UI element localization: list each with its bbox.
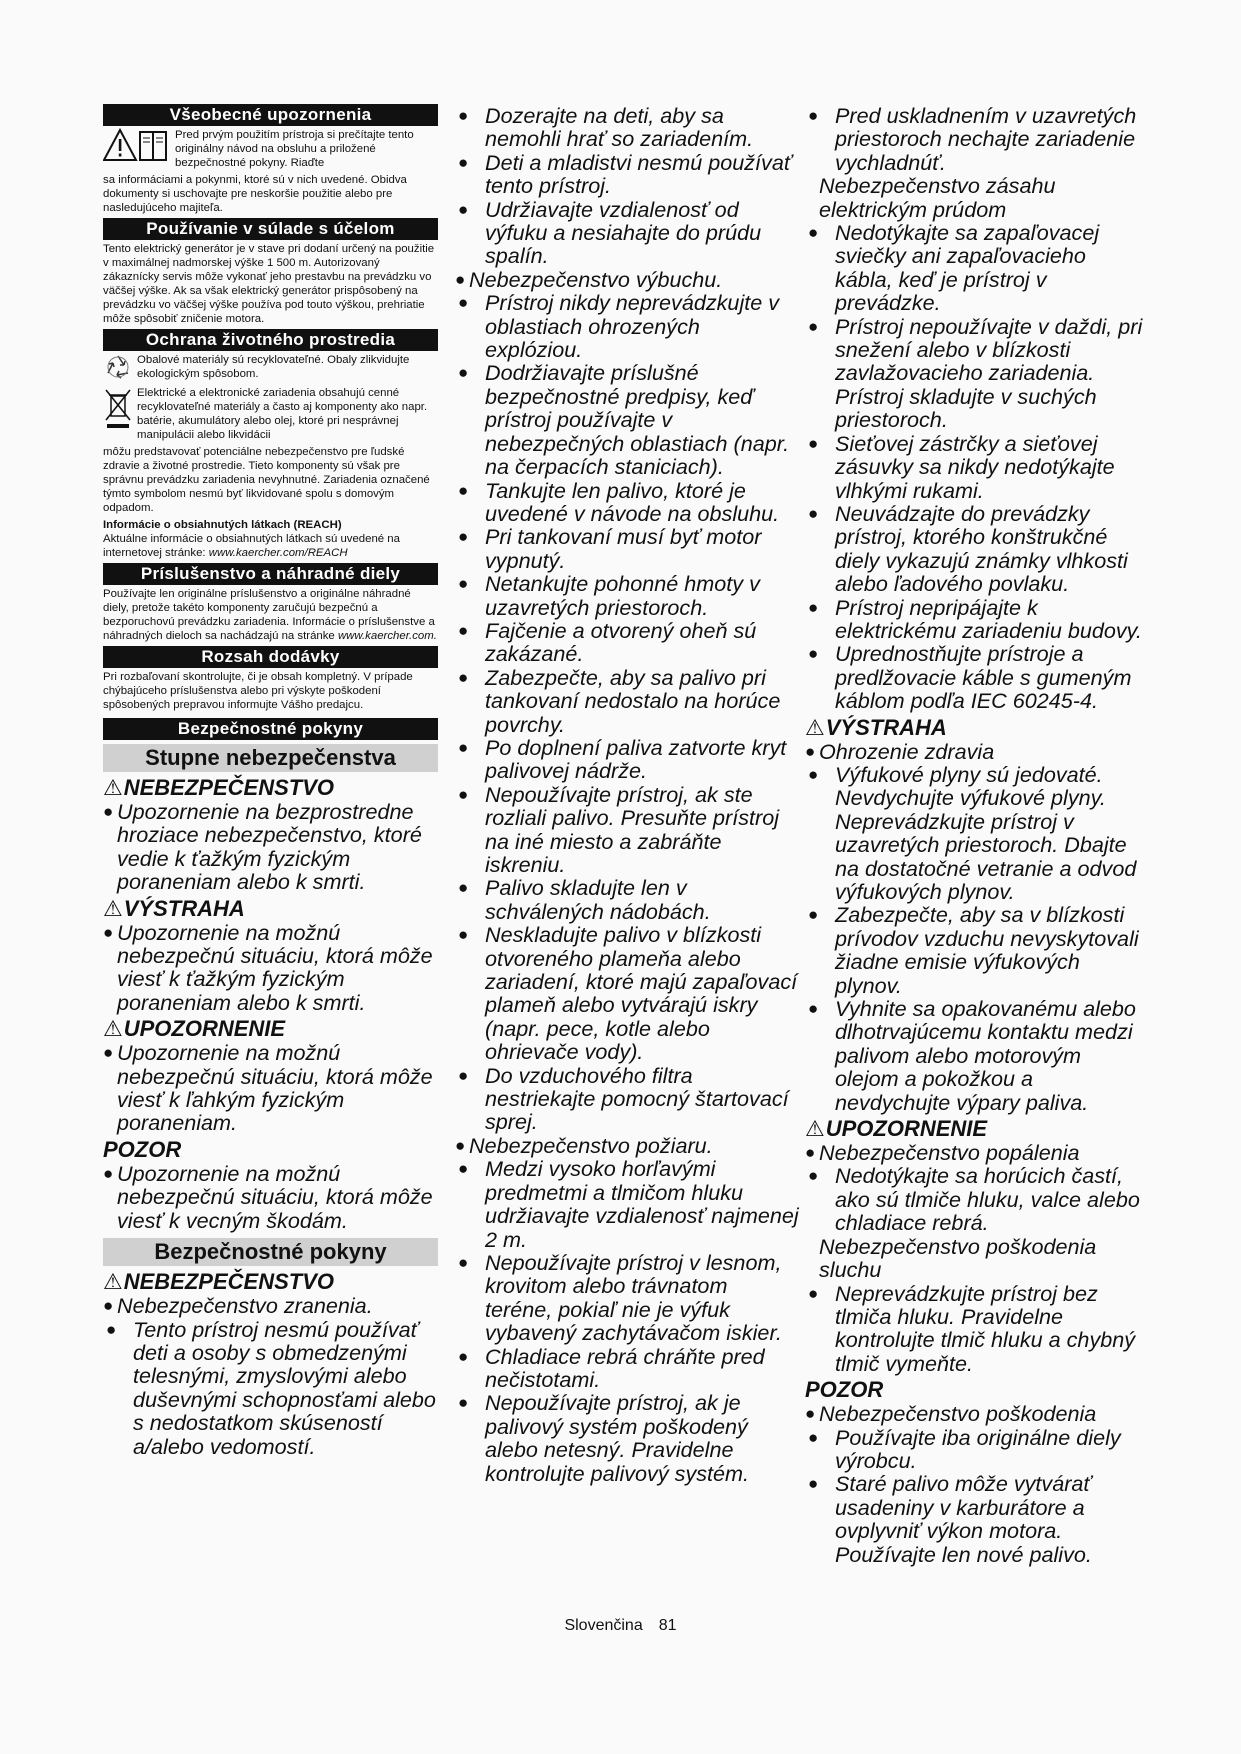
health-hazard <box>805 740 1145 763</box>
bullet-icon: ● <box>808 999 819 1019</box>
column-middle <box>455 104 800 1485</box>
danger-label: NEBEZPEČENSTVO <box>123 775 334 800</box>
list-item-text: Uprednostňujte prístroje a predlžovacie káble s gumeným káblom podľa IEC 60245-4. <box>835 641 1132 714</box>
list-item-text: Nepoužívajte prístroj, ak je palivový systém poškodený alebo netesný. Pravidelne kontrolujte palivový systém. <box>485 1390 750 1486</box>
list-item-text: Prístroj nepoužívajte v daždi, pri snežení alebo v blízkosti zavlažovacieho zariadenia. Prístroj skladujte v suchých priestoroch. <box>835 313 1143 433</box>
bullet-icon: ● <box>458 925 469 945</box>
list-item-text: Fajčenie a otvorený oheň sú zakázané. <box>485 617 757 667</box>
accessories-text: Používajte len originálne príslušenstvo a originálne náhradné diely, pretože takéto komponenty zaručujú bezpečnú a bezporuchovú prevádzku zariadenia. Informácie o príslušenstve a náhradných dieloch sa nachádzajú na stránke <box>103 588 435 642</box>
bullet-icon: ● <box>808 764 819 784</box>
list-item <box>805 1164 1145 1234</box>
injury-text: Nebezpečenstvo zranenia. <box>117 1293 373 1319</box>
bullet-icon: ● <box>458 1159 469 1179</box>
injury-hazard <box>103 1294 438 1317</box>
list-item-text: Neprevádzkujte prístroj bez tlmiča hluku. Pravidelne kontrolujte tlmič hluku a chybný tlmič vymeňte. <box>835 1280 1136 1376</box>
list-item <box>455 1345 800 1392</box>
intended-use-text: Tento elektrický generátor je v stave pri dodaní určený na použitie v maximálnej nadmorskej výške 1 500 m. Autorizovaný zákaznícky servis môže vykonať jeho prestavbu na prevádzku vo väčšej výške. Ak sa však elektrický generátor prispôsobený na prevádzku vo väčšej výške používa pod touto výškou, prehriatie môže spôsobiť zničenie motora. <box>103 243 435 325</box>
bullet-icon: ● <box>458 574 469 594</box>
list-item-text: Prístroj nepripájajte k elektrickému zariadeniu budovy. <box>835 594 1142 643</box>
list-item <box>455 666 800 736</box>
burn-hazard <box>805 1141 1145 1164</box>
list-item <box>455 1157 800 1251</box>
hazard-text: Nebezpečenstvo poškodenia <box>819 1401 1097 1427</box>
list-item-text: Medzi vysoko horľavými predmetmi a tlmičom hluku udržiavajte vzdialenosť najmenej 2 m. <box>485 1156 799 1252</box>
danger-heading <box>103 775 438 800</box>
bullet-icon: ● <box>805 1404 816 1424</box>
list-item <box>455 783 800 877</box>
bullet-icon: ● <box>458 784 469 804</box>
bullet-icon: ● <box>458 527 469 547</box>
caution-heading <box>103 1016 438 1041</box>
list-item-text: Pred uskladnením v uzavretých priestoroch nechajte zariadenie vychladnúť. <box>835 103 1137 175</box>
list-item <box>455 198 800 268</box>
hazard-text: Nebezpečenstvo popálenia <box>819 1140 1080 1166</box>
hazard-text: Nebezpečenstvo požiaru. <box>469 1132 713 1158</box>
bullet-icon: ● <box>458 363 469 383</box>
warning-heading <box>103 896 438 921</box>
env-packaging-row <box>103 353 438 386</box>
list-item <box>805 763 1145 903</box>
scope-text: Pri rozbaľovaní skontrolujte, či je obsah kompletný. V prípade chýbajúceho príslušenstva alebo pri výskyte poškodení spôsobených prepravou informujte Vášho predajcu. <box>103 671 413 711</box>
list-item-text: Neskladujte palivo v blízkosti otvoreného plameňa alebo zariadení, ktoré majú zapaľovací plameň alebo vytvárajú iskry (napr. pece, kotle alebo ohrievače vody). <box>485 922 798 1065</box>
list-item <box>455 923 800 1063</box>
list-item <box>455 291 800 361</box>
attention-text: Upozornenie na možnú nebezpečnú situáciu, ktorá môže viesť k vecným škodám. <box>117 1160 433 1233</box>
bullet-icon: ● <box>458 480 469 500</box>
shock-hazard: Nebezpečenstvo zásahu elektrickým prúdom <box>819 173 1056 222</box>
list-item-text: Deti a mladistvi nesmú používať tento prístroj. <box>485 149 792 199</box>
list-item <box>455 1391 800 1485</box>
bullet-icon: ● <box>458 1252 469 1272</box>
bullet-icon: ● <box>808 316 819 336</box>
list-item-text: Staré palivo môže vytvárať usadeniny v karburátore a ovplyvniť výkon motora. Používajte len nové palivo. <box>835 1471 1092 1567</box>
explosion-hazard <box>455 268 800 291</box>
list-item <box>805 221 1145 315</box>
danger-text: Upozornenie na bezprostredne hroziace nebezpečenstvo, ktoré vedie k ťažkým fyzickým poraneniam alebo k smrti. <box>117 799 422 895</box>
list-item <box>805 1426 1145 1473</box>
warning-item <box>103 921 438 1015</box>
list-item <box>805 1282 1145 1376</box>
list-item <box>455 151 800 198</box>
list-item <box>455 525 800 572</box>
subheading-hazard-levels: Stupne nebezpečenstva <box>103 744 438 772</box>
danger2-heading <box>103 1269 438 1294</box>
danger-item <box>103 800 438 894</box>
bullet-icon: ● <box>103 922 114 942</box>
list-item <box>805 315 1145 432</box>
recycling-icon <box>103 353 133 386</box>
reach-text: Aktuálne informácie o obsiahnutých látkach sú uvedené na internetovej stránke: <box>103 533 400 559</box>
env-packaging-text: Obalové materiály sú recyklovateľné. Obaly zlikvidujte ekologickým spôsobom. <box>137 354 410 380</box>
bullet-icon: ● <box>808 597 819 617</box>
bullet-icon: ● <box>103 1043 114 1063</box>
list-item <box>455 736 800 783</box>
list-item <box>455 104 800 151</box>
warning-triangle-icon: ⚠ <box>103 775 123 800</box>
footer-language: Slovenčina <box>564 1617 643 1634</box>
bullet-icon: ● <box>103 1296 114 1316</box>
list-item-text: Vyhnite sa opakovanému alebo dlhotrvajúcemu kontaktu medzi palivom alebo motorovým olejom a pokožkou a nevdychujte výpary paliva. <box>835 996 1136 1115</box>
caution-item <box>103 1041 438 1135</box>
bullet-icon: ● <box>458 152 469 172</box>
bullet-icon: ● <box>458 878 469 898</box>
list-item-text: Udržiavajte vzdialenosť od výfuku a nesiahajte do prúdu spalín. <box>485 196 762 269</box>
warning-triangle-icon: ⚠ <box>103 895 123 921</box>
list-item <box>805 104 1145 174</box>
hearing-hazard: Nebezpečenstvo poškodenia sluchu <box>819 1233 1097 1283</box>
reach-link[interactable]: www.kaercher.com/REACH <box>208 547 348 559</box>
bullet-icon: ● <box>458 1346 469 1366</box>
list-item-text: Do vzduchového filtra nestriekajte pomocný štartovací sprej. <box>485 1062 789 1135</box>
accessories-link[interactable]: www.kaercher.com. <box>337 630 437 642</box>
attention-item <box>103 1162 438 1232</box>
list-item-text: Neuvádzajte do prevádzky prístroj, ktorého konštrukčné diely vykazujú známky vlhkosti alebo ľadového povlaku. <box>835 500 1128 597</box>
list-item <box>455 479 800 526</box>
general-lead: Pred prvým použitím prístroja si prečítajte tento originálny návod na obsluhu a priložené bezpečnostné pokyny. Riaďte <box>175 129 414 169</box>
list-item-text: Netankujte pohonné hmoty v uzavretých priestoroch. <box>485 571 760 620</box>
bullet-icon: ● <box>808 223 819 243</box>
attention-heading: POZOR <box>103 1136 182 1162</box>
caution-text: Upozornenie na možnú nebezpečnú situáciu, ktorá môže viesť k ľahkým fyzickým poraneniam. <box>117 1040 433 1136</box>
list-item-text: Nepoužívajte prístroj, ak ste rozliali palivo. Presuňte prístroj na iné miesto a zabráňte iskreniu. <box>485 781 780 877</box>
reach-block <box>103 532 438 560</box>
env-weee-row <box>103 386 438 445</box>
warning-text: Upozornenie na možnú nebezpečnú situáciu, ktorá môže viesť k ťažkým fyzickým poraneniam alebo k smrti. <box>117 919 433 1015</box>
env-weee-lead: Elektrické a elektronické zariadenia obsahujú cenné recyklovateľné materiály a často aj komponenty ako napr. batérie, akumulátory alebo olej, ktoré pri nesprávnej manipulácii alebo likvidácii <box>137 387 428 441</box>
bullet-icon: ● <box>805 741 816 761</box>
list-item <box>805 997 1145 1114</box>
list-item <box>103 1318 438 1458</box>
warning-triangle-icon: ⚠ <box>805 1116 825 1142</box>
caution-label: UPOZORNENIE <box>123 1016 286 1042</box>
list-item-text: Palivo skladujte len v schválených nádobách. <box>485 875 711 924</box>
bullet-icon: ● <box>458 106 469 125</box>
damage-hazard <box>805 1402 1145 1425</box>
list-item <box>455 619 800 666</box>
bullet-icon: ● <box>458 1393 469 1413</box>
list-item <box>455 361 800 478</box>
bullet-icon: ● <box>808 106 819 125</box>
list-item-text: Dozerajte na deti, aby sa nemohli hrať so zariadením. <box>485 103 754 152</box>
list-item <box>455 876 800 923</box>
section-heading-safety: Bezpečnostné pokyny <box>103 718 438 740</box>
bullet-icon: ● <box>808 1166 819 1186</box>
warning-triangle-icon: ⚠ <box>103 1269 123 1295</box>
list-item-text: Zabezpečte, aby sa palivo pri tankovaní nedostalo na horúce povrchy. <box>485 664 781 737</box>
list-item-text: Nedotýkajte sa horúcich častí, ako sú tlmiče hluku, valce alebo chladiace rebrá. <box>835 1163 1140 1236</box>
bullet-icon: ● <box>458 737 469 757</box>
section-heading-environment: Ochrana životného prostredia <box>103 329 438 351</box>
bullet-icon: ● <box>455 1135 466 1155</box>
list-item <box>805 502 1145 596</box>
list-item-text: Nepoužívajte prístroj v lesnom, krovitom alebo trávnatom teréne, pokiaľ nie je výfuk vybavený zachytávačom iskier. <box>485 1249 782 1346</box>
list-item-text: Chladiace rebrá chráňte pred nečistotami. <box>485 1343 765 1392</box>
bullet-icon: ● <box>106 1319 117 1339</box>
bullet-icon: ● <box>808 1474 819 1494</box>
list-item <box>805 903 1145 997</box>
list-item-text: Tankujte len palivo, ktoré je uvedené v návode na obsluhu. <box>485 477 780 526</box>
bullet-icon: ● <box>808 503 819 523</box>
section-heading-intended-use: Používanie v súlade s účelom <box>103 218 438 240</box>
list-item <box>805 432 1145 502</box>
env-weee-rest: môžu predstavovať potenciálne nebezpečenstvo pre ľudské zdravie a životné prostredie. Tieto komponenty sú však pre správnu prevádzku zariadenia nevyhnutné. Zariadenia označené týmto symbolom nesmú byť likvidované spolu s domovým odpadom. <box>103 446 430 514</box>
page-number: 81 <box>658 1617 677 1634</box>
bullet-icon: ● <box>458 620 469 640</box>
list-item-text: Tento prístroj nesmú používať deti a osoby s obmedzenými telesnými, zmyslovými alebo duševnými schopnosťami alebo s nedostatkom skúseností a/alebo vedomostí. <box>133 1316 436 1459</box>
list-item <box>805 642 1145 712</box>
bullet-icon: ● <box>458 199 469 219</box>
danger2-label: NEBEZPEČENSTVO <box>123 1269 334 1295</box>
fire-hazard <box>455 1134 800 1157</box>
bullet-icon: ● <box>103 1163 114 1183</box>
bullet-icon: ● <box>103 802 114 821</box>
list-item-text: Dodržiavajte príslušné bezpečnostné predpisy, keď prístroj používajte v nebezpečných oblastiach (napr. na čerpacích staniciach). <box>485 360 790 480</box>
hazard-text: Nebezpečenstvo výbuchu. <box>469 266 723 292</box>
page-footer <box>0 1617 1241 1635</box>
bullet-icon: ● <box>455 269 466 289</box>
bullet-icon: ● <box>808 1427 819 1447</box>
bullet-icon: ● <box>458 667 469 687</box>
bullet-icon: ● <box>808 433 819 453</box>
warning-triangle-icon: ⚠ <box>805 714 825 740</box>
reach-title: Informácie o obsiahnutých látkach (REACH) <box>103 519 342 531</box>
list-item <box>805 596 1145 643</box>
warning-heading <box>805 715 1145 740</box>
list-item-text: Zabezpečte, aby sa v blízkosti prívodov vzduchu nevyskytovali žiadne emisie výfukových plynov. <box>835 902 1139 998</box>
hazard-text: Ohrozenie zdravia <box>819 738 995 764</box>
list-item-text: Prístroj nikdy neprevádzkujte v oblastiach ohrozených explóziou. <box>485 290 780 363</box>
list-item-text: Nedotýkajte sa zapaľovacej sviečky ani zapaľovacieho kábla, keď je prístroj v prevádzke. <box>835 220 1100 316</box>
list-item-text: Po doplnení paliva zatvorte kryt palivovej nádrže. <box>485 734 787 784</box>
bullet-icon: ● <box>805 1143 816 1163</box>
bullet-icon: ● <box>458 293 469 313</box>
crossed-bin-icon <box>103 386 133 435</box>
general-rest: sa informáciami a pokynmi, ktoré sú v nich uvedené. Obidva dokumenty si uschovajte pre neskoršie použitie alebo pre nasledujúceho majiteľa. <box>103 174 407 214</box>
accessories-block <box>103 587 438 643</box>
list-item-text: Používajte iba originálne diely výrobcu. <box>835 1424 1121 1473</box>
bullet-icon: ● <box>808 644 819 664</box>
reach-title-wrap <box>103 518 438 532</box>
list-item <box>455 572 800 619</box>
column-left <box>103 104 438 1458</box>
subheading-safety-instructions: Bezpečnostné pokyny <box>103 1238 438 1266</box>
warning-label: VÝSTRAHA <box>825 714 947 740</box>
caution-heading <box>805 1116 1145 1141</box>
general-notes <box>103 128 438 173</box>
list-item-text: Sieťovej zástrčky a sieťovej zásuvky sa nikdy nedotýkajte vlhkými rukami. <box>835 430 1115 503</box>
bullet-icon: ● <box>808 1283 819 1303</box>
list-item-text: Výfukové plyny sú jedovaté. Nevdychujte výfukové plyny. Neprevádzkujte prístroj v uzavretých priestoroch. Dbajte na dostatočné vetranie a odvod výfukových plynov. <box>835 761 1137 904</box>
list-item <box>805 1472 1145 1566</box>
section-heading-general: Všeobecné upozornenia <box>103 104 438 126</box>
warning-label: VÝSTRAHA <box>123 895 245 921</box>
warning-triangle-icon: ⚠ <box>103 1016 123 1042</box>
warning-manual-icon <box>103 128 171 169</box>
attention-heading: POZOR <box>805 1377 884 1403</box>
list-item <box>455 1064 800 1134</box>
section-heading-accessories: Príslušenstvo a náhradné diely <box>103 563 438 585</box>
section-heading-scope: Rozsah dodávky <box>103 646 438 668</box>
list-item-text: Pri tankovaní musí byť motor vypnutý. <box>485 524 762 573</box>
bullet-icon: ● <box>808 905 819 925</box>
column-right <box>805 104 1145 1566</box>
list-item <box>455 1251 800 1345</box>
bullet-icon: ● <box>458 1065 469 1085</box>
caution-label: UPOZORNENIE <box>825 1116 988 1142</box>
